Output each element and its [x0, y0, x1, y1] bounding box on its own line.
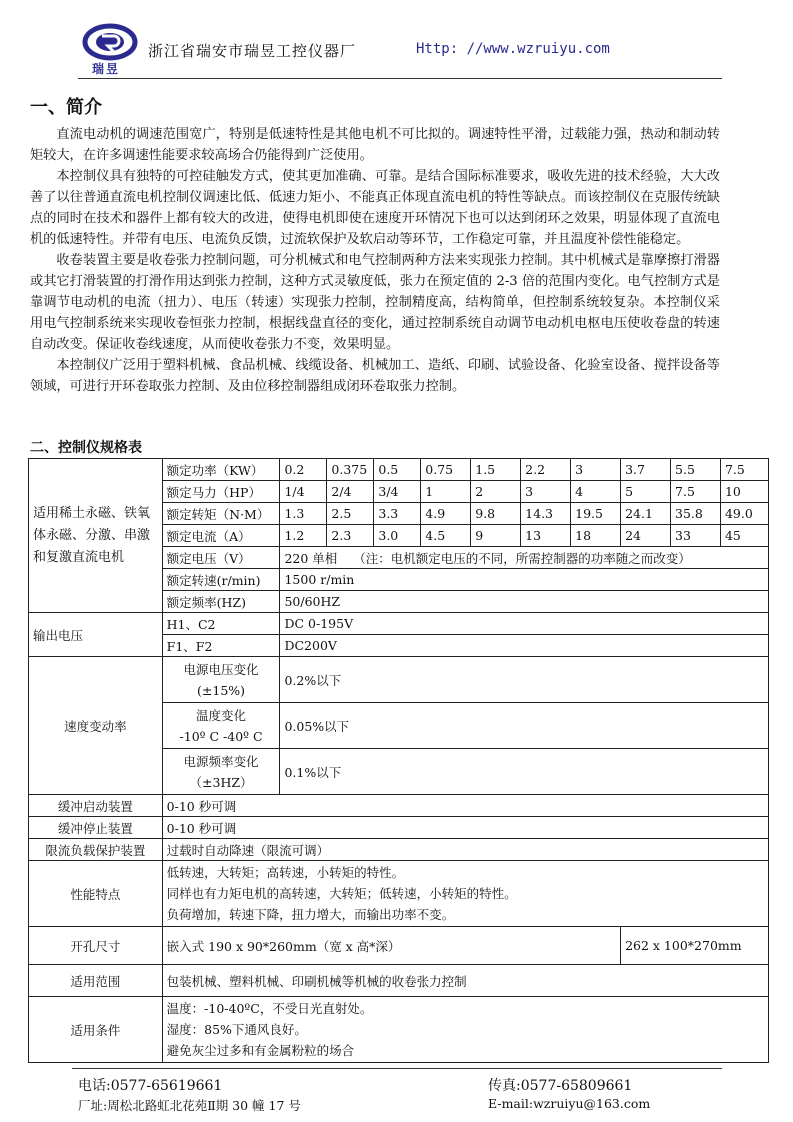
row-label: 额定电压（V） [162, 547, 280, 569]
scope-value: 包装机械、塑料机械、印刷机械等机械的收卷张力控制 [162, 965, 768, 997]
table-row [29, 657, 769, 703]
intro-paragraph: 收卷装置主要是收卷张力控制问题，可分机械式和电气控制两种方法来实现张力控制。其中机械式是靠摩擦打滑器或其它打滑装置的打滑作用达到张力控制，这种方式灵敏度低，张力在预定值的 2-3 倍的范围内变化。电气控制方式是靠调节电动机的电流（扭力）、电压（转速）实现张力控制，控制精度高，结构简单，但控制系统较复杂。本控制仪采用电气控制系统来实现收卷恒张力控制，根据线盘直径的变化，通过控制系统自动调节电动机电枢电压使收卷盘的转速自动改变。保证收卷线速度，从而使收卷张力不变，效果明显。 [30, 253, 720, 352]
current-limit-label: 限流负载保护装置 [29, 839, 163, 861]
table-row [29, 861, 769, 927]
table-cell: 19.5 [571, 503, 621, 525]
table-row [29, 613, 769, 635]
table-cell: 2 [471, 481, 521, 503]
soft-stop-value: 0-10 秒可调 [162, 817, 768, 839]
soft-start-label: 缓冲启动装置 [29, 795, 163, 817]
speed-var-condition [162, 749, 280, 795]
condition-line: 电源频率变化 [183, 753, 259, 769]
features-label: 性能特点 [29, 861, 163, 927]
table-cell: 3.7 [621, 459, 671, 481]
intro-paragraph: 本控制仪具有独特的可控硅触发方式，使其更加准确、可靠。是结合国际标准要求，吸收先进的技术经验，大大改善了以往普通直流电机控制仪调速比低、低速力矩小、不能真正体现直流电机的特性等缺点。而该控制仪在克服传统缺点的同时在技术和器件上都有较大的改进，使得电机即使在速度开环情况下也可以达到闭环之效果，明显体现了直流电机的低速特性。并带有电压、电流负反馈，过流软保护及软启动等环节，工作稳定可靠，并且温度补偿性能稳定。 [30, 169, 720, 247]
table-cell: 5 [621, 481, 671, 503]
table-cell: 7.5 [720, 459, 768, 481]
section-title-spec: 二、控制仪规格表 [30, 440, 142, 456]
table-cell: 0.375 [327, 459, 374, 481]
condition-line: 避免灰尘过多和有金属粉粒的场合 [166, 1043, 355, 1058]
table-cell: 0.75 [421, 459, 471, 481]
rated-voltage-note: （注：电机额定电压的不同，所需控制器的功率随之而改变） [353, 550, 691, 566]
table-cell: 3/4 [374, 481, 421, 503]
table-cell: 2.2 [521, 459, 571, 481]
row-label: 额定转速(r/min) [162, 569, 280, 591]
feature-line: 同样也有力矩电机的高转速，大转矩；低转速，小转矩的特性。 [166, 886, 517, 901]
table-cell: 1.2 [280, 525, 327, 547]
table-cell: 3.3 [374, 503, 421, 525]
intro-text [30, 124, 720, 397]
table-row [29, 459, 769, 481]
table-cell: 14.3 [521, 503, 571, 525]
table-row [29, 927, 769, 965]
table-cell: 9 [471, 525, 521, 547]
section-title-intro: 一、简介 [30, 97, 102, 118]
table-cell: 33 [671, 525, 721, 547]
speed-var-value: 0.05%以下 [280, 703, 769, 749]
footer-email[interactable]: E-mail:wzruiyu@163.com [488, 1096, 651, 1111]
footer-phone: 电话:0577-65619661 [78, 1078, 223, 1094]
row-label: 额定马力（HP） [162, 481, 280, 503]
table-cell: 9.8 [471, 503, 521, 525]
speed-var-value: 0.2%以下 [280, 657, 769, 703]
row-label: 额定电流（A） [162, 525, 280, 547]
features-value [162, 861, 768, 927]
condition-line: 湿度：85%下通风良好。 [166, 1022, 307, 1037]
row-label: 额定转矩（N·M） [162, 503, 280, 525]
logo-text: 瑞昱 [92, 62, 121, 76]
output-label: 输出电压 [29, 613, 163, 657]
footer-divider [72, 1068, 722, 1069]
table-cell: 5.5 [671, 459, 721, 481]
cutout-label: 开孔尺寸 [29, 927, 163, 965]
condition-line: (±15%) [197, 682, 246, 698]
table-cell: 4.9 [421, 503, 471, 525]
table-cell: 45 [720, 525, 768, 547]
table-cell: 3 [521, 481, 571, 503]
rated-speed-value: 1500 r/min [280, 569, 769, 591]
table-cell: 3.0 [374, 525, 421, 547]
intro-paragraph: 直流电动机的调速范围宽广，特别是低速特性是其他电机不可比拟的。调速特性平滑，过载能力强，热动和制动转矩较大，在许多调速性能要求较高场合仍能得到广泛使用。 [30, 127, 720, 163]
speed-var-condition [162, 657, 280, 703]
table-row [29, 997, 769, 1063]
condition-line: 温度变化 [196, 707, 247, 723]
speed-var-value: 0.1%以下 [280, 749, 769, 795]
footer-fax: 传真:0577-65809661 [488, 1078, 633, 1094]
table-cell: 35.8 [671, 503, 721, 525]
conditions-value [162, 997, 768, 1063]
table-row [29, 839, 769, 861]
row-label: 额定频率(HZ) [162, 591, 280, 613]
condition-line: （±3HZ） [189, 774, 253, 790]
table-row [29, 817, 769, 839]
table-cell: 2.5 [327, 503, 374, 525]
table-cell: 2.3 [327, 525, 374, 547]
feature-line: 低转速，大转矩；高转速，小转矩的特性。 [166, 865, 405, 880]
row-label: 额定功率（KW） [162, 459, 280, 481]
table-cell: 1/4 [280, 481, 327, 503]
feature-line: 负荷增加，转速下降，扭力增大，而输出功率不变。 [166, 907, 455, 922]
condition-line: 电源电压变化 [183, 661, 259, 677]
company-name: 浙江省瑞安市瑞昱工控仪器厂 [148, 42, 357, 60]
soft-start-value: 0-10 秒可调 [162, 795, 768, 817]
output-terminal: H1、C2 [162, 613, 280, 635]
table-row [29, 965, 769, 997]
cutout-value: 嵌入式 190 x 90*260mm（宽 x 高*深） [162, 927, 620, 965]
scope-label: 适用范围 [29, 965, 163, 997]
intro-paragraph: 本控制仪广泛用于塑料机械、食品机械、线缆设备、机械加工、造纸、印刷、试验设备、化验室设备、搅拌设备等领域，可进行开环卷取张力控制、及由位移控制器组成闭环卷取张力控制。 [30, 358, 720, 394]
table-cell: 0.2 [280, 459, 327, 481]
table-cell: 10 [720, 481, 768, 503]
website-link[interactable]: Http: //www.wzruiyu.com [416, 41, 610, 57]
table-cell: 24.1 [621, 503, 671, 525]
table-cell: 18 [571, 525, 621, 547]
table-cell: 3 [571, 459, 621, 481]
footer-address: 厂址:周松北路虹北花苑Ⅱ期 30 幢 17 号 [78, 1098, 301, 1113]
speed-var-condition [162, 703, 280, 749]
output-value: DC200V [280, 635, 769, 657]
table-cell: 1.3 [280, 503, 327, 525]
output-value: DC 0-195V [280, 613, 769, 635]
output-terminal: F1、F2 [162, 635, 280, 657]
soft-stop-label: 缓冲停止装置 [29, 817, 163, 839]
table-cell: 1 [421, 481, 471, 503]
motor-type-cell: 适用稀土永磁、铁氧体永磁、分激、串激和复激直流电机 [29, 459, 163, 613]
table-cell: 0.5 [374, 459, 421, 481]
conditions-label: 适用条件 [29, 997, 163, 1063]
table-cell: 13 [521, 525, 571, 547]
page-header [78, 22, 722, 79]
table-cell: 7.5 [671, 481, 721, 503]
table-cell: 1.5 [471, 459, 521, 481]
speed-var-label: 速度变动率 [29, 657, 163, 795]
rated-freq-value: 50/60HZ [280, 591, 769, 613]
condition-line: -10º C -40º C [179, 728, 263, 744]
condition-line: 温度：-10-40ºC，不受日光直射处。 [166, 1001, 373, 1016]
rated-voltage-value: 220 单相 [284, 550, 338, 566]
current-limit-value: 过载时自动降速（限流可调） [162, 839, 768, 861]
spec-table [28, 458, 769, 1063]
cutout-value-large: 262 x 100*270mm [621, 927, 769, 965]
table-cell: 4 [571, 481, 621, 503]
rated-voltage-cell [280, 547, 769, 569]
table-row [29, 795, 769, 817]
table-cell: 2/4 [327, 481, 374, 503]
table-cell: 24 [621, 525, 671, 547]
table-cell: 4.5 [421, 525, 471, 547]
table-cell: 49.0 [720, 503, 768, 525]
